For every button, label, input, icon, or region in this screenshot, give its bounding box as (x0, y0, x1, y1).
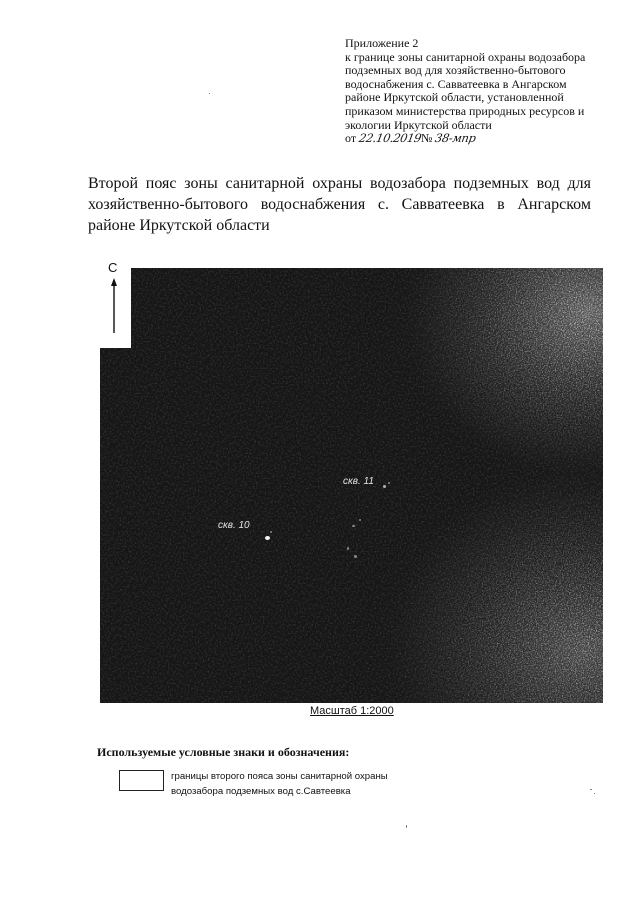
order-date-prefix: от (345, 131, 357, 146)
appendix-line: экологии Иркутской области (345, 117, 492, 132)
order-date-handwritten: 22.10.2019 (357, 131, 423, 146)
map-speck (270, 531, 272, 533)
north-label: С (108, 260, 118, 275)
appendix-line: к границе зоны санитарной охраны водозабора (345, 49, 586, 64)
document-title: Второй пояс зоны санитарной охраны водозабора подземных вод для хозяйственно-бытового водоснабжения с. Савватеевка в Ангарском районе Иркутской области (88, 175, 591, 234)
legend-boundary-swatch (119, 770, 164, 791)
map-speck (354, 555, 357, 558)
map-image (100, 268, 603, 703)
well-label-10: скв. 10 (218, 520, 250, 531)
appendix-order-line (345, 132, 595, 146)
appendix-heading: Приложение 2 (345, 36, 419, 50)
appendix-block (345, 37, 595, 146)
well-marker-11 (383, 485, 386, 488)
map-speck (388, 482, 390, 484)
legend-item-line: водозабора подземных вод с.Савтеевка (171, 786, 351, 797)
map-scale: Масштаб 1:2000 (310, 705, 394, 717)
appendix-line: районе Иркутской области, установленной (345, 90, 564, 105)
map-speck (347, 547, 349, 550)
scan-speck (209, 93, 210, 94)
scan-speck (594, 793, 595, 794)
appendix-line: подземных вод для хозяйственно-бытового (345, 63, 566, 78)
map-speck (352, 525, 355, 527)
well-marker-10 (265, 536, 270, 540)
legend-item-text (171, 769, 388, 799)
appendix-line: водоснабжения с. Савватеевка в Ангарском (345, 76, 567, 91)
legend-heading: Используемые условные знаки и обозначения: (97, 745, 350, 759)
order-number-handwritten: 38-мпр (434, 131, 478, 146)
north-arrow-icon (108, 276, 120, 336)
order-number-sign: № (420, 131, 433, 146)
map-speck (359, 519, 361, 521)
scan-speck (590, 789, 592, 790)
appendix-line: приказом министерства природных ресурсов и (345, 103, 585, 118)
legend-item-line: границы второго пояса зоны санитарной охраны (171, 771, 388, 782)
scan-speck (406, 825, 407, 828)
well-label-11: скв. 11 (343, 476, 374, 487)
